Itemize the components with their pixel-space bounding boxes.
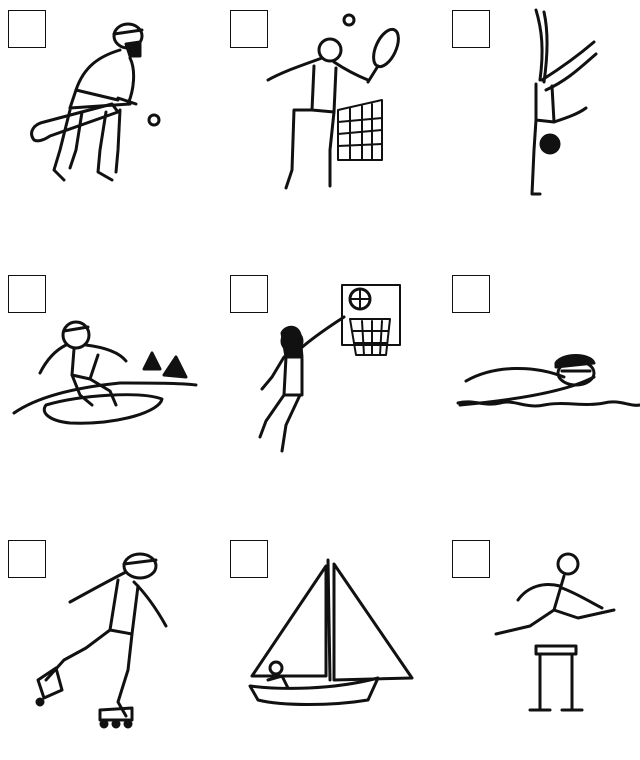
card-snowboarding (0, 265, 210, 495)
rollerblader-icon (0, 530, 210, 760)
sailboat-icon (222, 530, 432, 760)
card-basketball (222, 265, 432, 495)
handstand-gymnast-icon (444, 0, 640, 230)
swimmer-icon (444, 265, 640, 495)
card-hurdles (444, 530, 640, 760)
card-tennis (222, 0, 432, 230)
cricket-player-icon (0, 0, 210, 230)
basketball-player-icon (222, 265, 432, 495)
tennis-player-icon (222, 0, 432, 230)
hurdler-icon (444, 530, 640, 760)
card-sailing (222, 530, 432, 760)
card-swimming (444, 265, 640, 495)
snowboarder-icon (0, 265, 210, 495)
card-rollerblading (0, 530, 210, 760)
card-gymnastics (444, 0, 640, 230)
card-cricket (0, 0, 210, 230)
